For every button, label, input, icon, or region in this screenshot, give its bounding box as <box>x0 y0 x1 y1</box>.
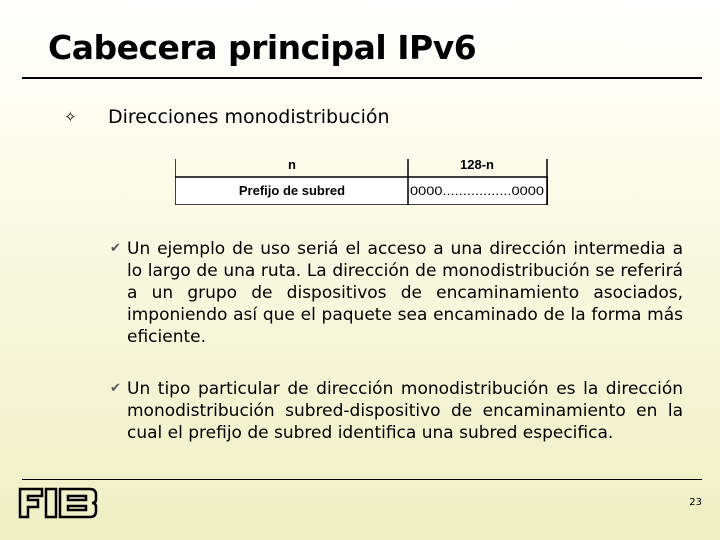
diamond-bullet-icon: ✧ <box>64 108 77 126</box>
diagram-header-128-n: 128-n <box>460 157 494 172</box>
checkmark-bullet-icon: ✔ <box>110 381 121 396</box>
title-divider <box>22 77 702 79</box>
bullet-heading: Direcciones monodistribución <box>108 106 390 128</box>
page-number: 23 <box>689 497 702 508</box>
footer-divider <box>22 479 702 480</box>
paragraph-2: Un tipo particular de dirección monodistribución es la dirección monodistribución subred-dispositivo de encaminamiento en la cual el prefijo de subred identifica una subred especifica. <box>127 379 683 443</box>
fib-logo <box>18 487 98 523</box>
diagram-field-zeros: 0000.................0000 <box>410 184 545 198</box>
slide-title: Cabecera principal IPv6 <box>48 28 477 67</box>
diagram-field-prefix: Prefijo de subred <box>238 183 346 198</box>
address-format-diagram <box>175 157 548 205</box>
paragraph-1: Un ejemplo de uso seriá el acceso a una dirección intermedia a lo largo de una ruta. La dirección de monodistribución se referirá a un grupo de dispositivos de encaminamiento asociados, imponiendo así que el paquete sea encaminado de la forma más eficiente. <box>127 239 683 347</box>
diagram-header-n: n <box>288 157 296 172</box>
checkmark-bullet-icon: ✔ <box>110 241 121 256</box>
